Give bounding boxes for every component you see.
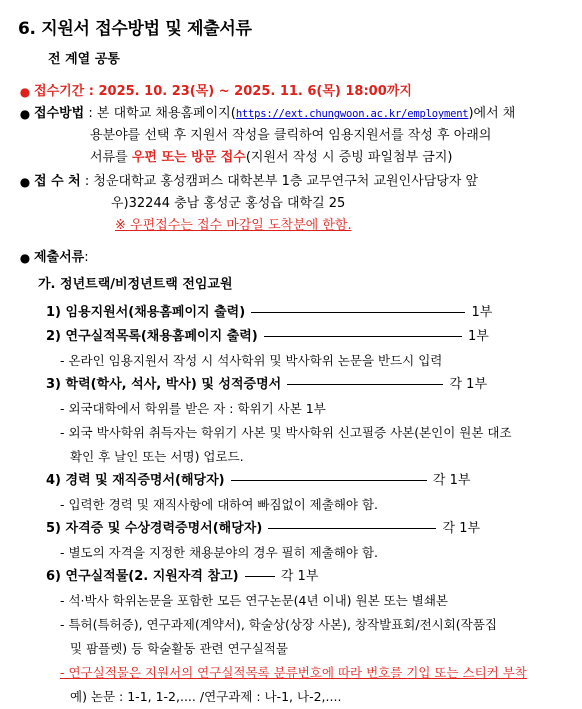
docs-category: 가. 정년트랙/비정년트랙 전임교원 <box>38 277 233 292</box>
doc-item-6: 6) 연구실적물(2. 지원자격 참고) 각 1부 <box>46 569 319 584</box>
method-row: ● 접수방법 : 본 대학교 채용홈페이지(https://ext.chungwoon.ac.kr/employment)에서 채 <box>16 103 566 125</box>
doc-item-3-note-2a: - 외국 박사학위 취득자는 학위기 사본 및 박사학위 신고필증 사본(본인이 원본 대조 <box>60 425 512 440</box>
method-line-3: 서류를 우편 또는 방문 접수(지원서 작성 시 증빙 파일첨부 금지) <box>90 150 453 165</box>
period-row: ● 접수기간 : 2025. 10. 23(목) ~ 2025. 11. 6(목) 18:00까지 <box>16 81 566 103</box>
place-line-2: 우)32244 충남 홍성군 홍성읍 대학길 25 <box>111 196 346 211</box>
place-row: ● 접 수 처 : 청운대학교 홍성캠퍼스 대학본부 1층 교무연구처 교원인사담당자 앞 <box>16 171 566 193</box>
doc-item-6-note-1: - 석·박사 학위논문을 포함한 모든 연구논문(4년 이내) 원본 또는 별쇄본 <box>60 593 448 608</box>
leader-line <box>251 312 465 313</box>
doc-item-2-note: - 온라인 임용지원서 작성 시 석사학위 및 박사학위 논문을 반드시 입력 <box>60 353 443 368</box>
section-subtitle: 전 계열 공통 <box>48 52 120 67</box>
doc-item-6-note-2b: 및 팜플렛) 등 학술활동 관련 연구실적물 <box>70 641 288 656</box>
employment-link[interactable]: https://ext.chungwoon.ac.kr/employment <box>235 108 469 120</box>
doc-item-5-note: - 별도의 자격을 지정한 채용분야의 경우 필히 제출해야 함. <box>60 545 378 560</box>
doc-item-4-note: - 입력한 경력 및 재직사항에 대하여 빠짐없이 제출해야 함. <box>60 497 378 512</box>
method-line-2: 용분야를 선택 후 지원서 작성을 클릭하여 임용지원서를 작성 후 아래의 <box>90 128 492 143</box>
bullet-dot-icon: ● <box>19 107 31 121</box>
doc-item-6-note-4: 예) 논문 : 1-1, 1-2,.... /연구과제 : 나-1, 나-2,.... <box>70 689 342 704</box>
leader-line <box>268 528 436 529</box>
place-note: ※ 우편접수는 접수 마감일 도착분에 한함. <box>115 218 352 233</box>
section-title: 6. 지원서 접수방법 및 제출서류 <box>18 19 252 39</box>
doc-item-2: 2) 연구실적목록(채용홈페이지 출력) 1부 <box>46 329 489 344</box>
doc-item-3: 3) 학력(학사, 석사, 박사) 및 성적증명서 각 1부 <box>46 377 488 392</box>
doc-item-4: 4) 경력 및 재직증명서(해당자) 각 1부 <box>46 473 471 488</box>
place-label: 접 수 처 <box>34 174 81 189</box>
doc-item-3-note-2b: 확인 후 날인 또는 서명) 업로드. <box>70 449 244 464</box>
doc-item-3-note-1: - 외국대학에서 학위를 받은 자 : 학위기 사본 1부 <box>60 401 326 416</box>
method-label: 접수방법 <box>34 106 85 121</box>
doc-item-5: 5) 자격증 및 수상경력증명서(해당자) 각 1부 <box>46 521 481 536</box>
period-value: 2025. 10. 23(목) ~ 2025. 11. 6(목) 18:00까지 <box>98 84 412 99</box>
leader-line <box>264 336 462 337</box>
docs-row: ● 제출서류: <box>16 247 566 269</box>
bullet-dot-icon: ● <box>19 251 31 265</box>
period-label: 접수기간 <box>34 84 85 99</box>
leader-line <box>245 576 275 577</box>
doc-item-6-note-2a: - 특허(특허증), 연구과제(계약서), 학술상(상장 사본), 창작발표회/전시회(작품집 <box>60 617 497 632</box>
bullet-dot-icon: ● <box>19 175 31 189</box>
docs-label: 제출서류 <box>34 250 85 265</box>
leader-line <box>231 480 427 481</box>
leader-line <box>287 384 443 385</box>
method-emphasis: 우편 또는 방문 접수 <box>131 150 246 165</box>
doc-item-1: 1) 임용지원서(채용홈페이지 출력) 1부 <box>46 305 493 320</box>
bullet-dot-icon: ● <box>19 85 31 99</box>
doc-item-6-note-3: - 연구실적물은 지원서의 연구실적목록 분류번호에 따라 번호를 기입 또는 스티커 부착 <box>60 665 527 680</box>
